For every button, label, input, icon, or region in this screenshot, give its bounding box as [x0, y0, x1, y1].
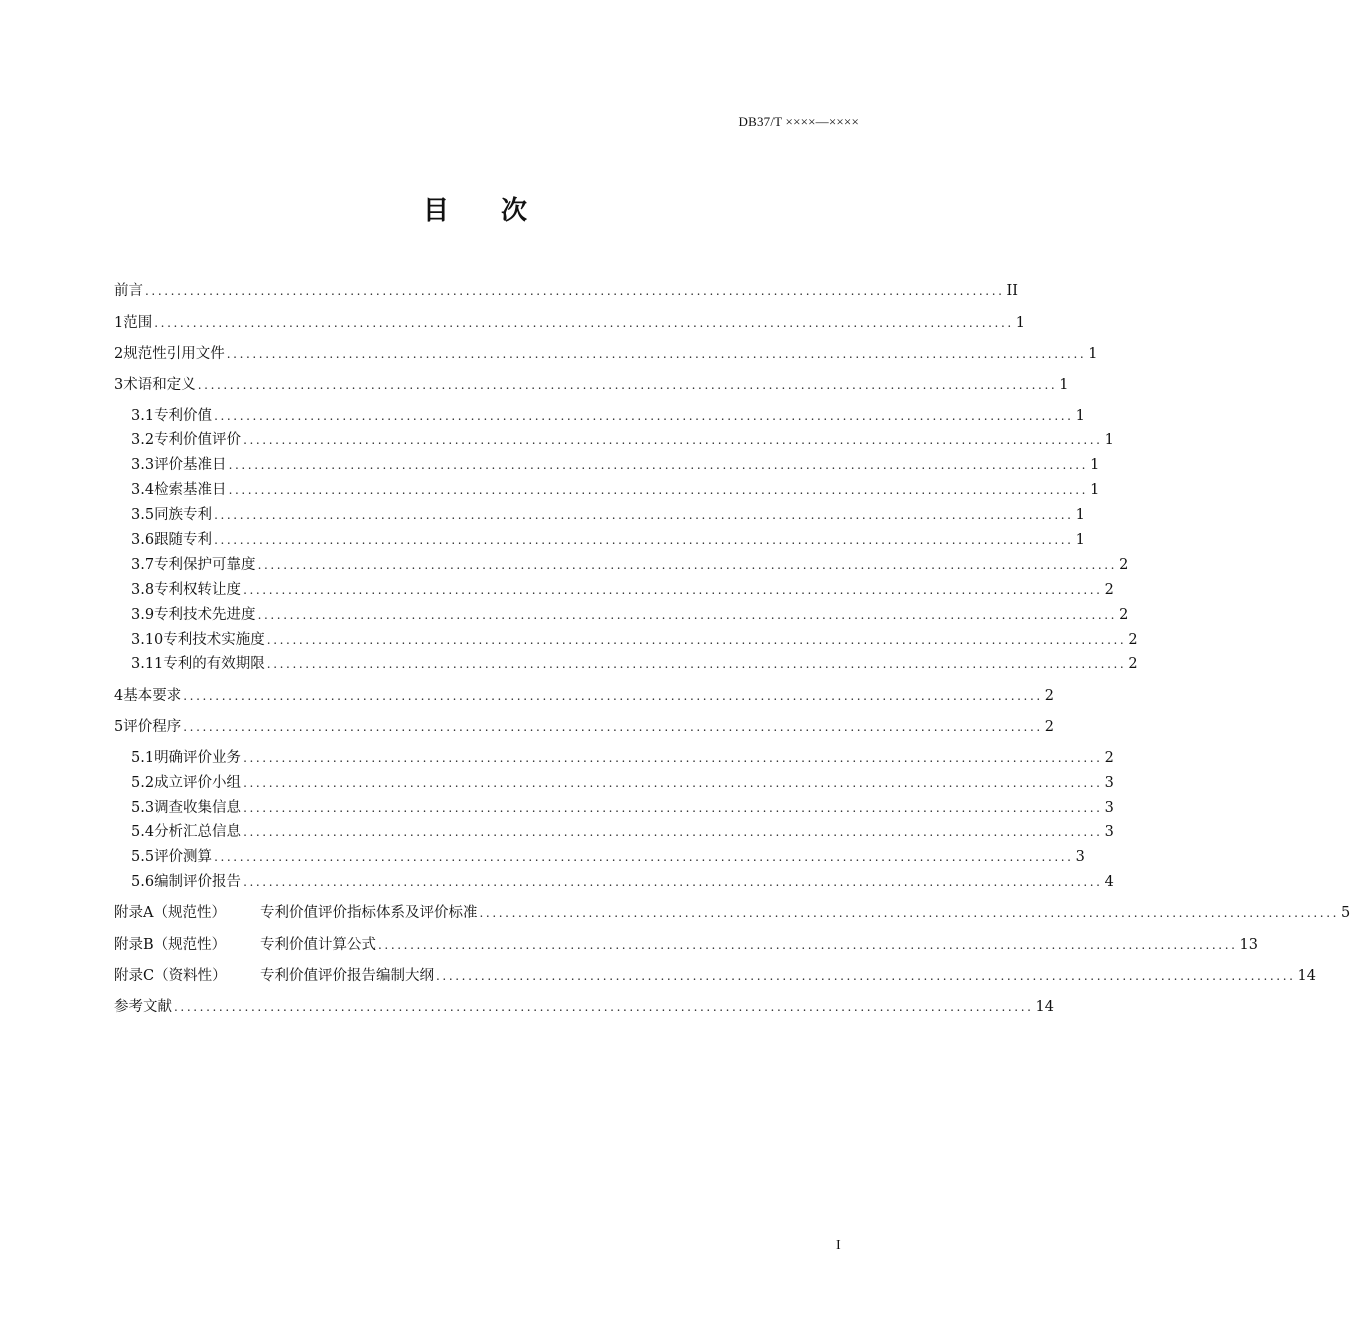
toc-leader: ...................................................................................................................................... [243, 801, 1103, 815]
toc-label: 评价基准日 [154, 457, 227, 473]
appendix-title: 专利价值评价报告编制大纲 [260, 968, 434, 984]
toc-page: 1 [1104, 432, 1114, 448]
toc-label: 规范性引用文件 [123, 346, 225, 362]
toc-entry[interactable] [114, 344, 1098, 364]
toc-entry-appendix-a[interactable] [114, 903, 1350, 923]
toc-number: 5.3 [131, 800, 155, 816]
toc-label: 参考文献 [114, 999, 172, 1015]
toc-page: 3 [1104, 824, 1114, 840]
toc-page: 14 [1297, 968, 1316, 984]
toc-leader: ...................................................................................................................................... [154, 316, 1014, 330]
toc-page: 1 [1059, 377, 1069, 393]
toc-number: 5 [114, 719, 124, 735]
toc-label: 范围 [123, 315, 153, 331]
toc-number: 2 [114, 346, 124, 362]
toc-page: 1 [1088, 346, 1098, 362]
toc-label: 专利技术先进度 [154, 607, 256, 623]
toc-number: 5.1 [131, 750, 155, 766]
toc-page: 1 [1090, 457, 1100, 473]
toc-leader: ...................................................................................................................................... [243, 776, 1103, 790]
toc-subentry[interactable] [131, 654, 1138, 674]
toc-subentry[interactable] [131, 798, 1114, 818]
toc-subentry[interactable] [131, 580, 1114, 600]
toc-subentry[interactable] [131, 872, 1114, 892]
toc-number: 3.9 [131, 607, 155, 623]
toc-entry[interactable] [114, 313, 1026, 333]
toc-leader: ...................................................................................................................................... [257, 558, 1118, 572]
toc-page: 3 [1104, 775, 1114, 791]
toc-page: 2 [1119, 607, 1129, 623]
toc-leader: ...................................................................................................................................... [243, 825, 1103, 839]
toc-label [114, 935, 376, 955]
toc-label: 检索基准日 [154, 482, 227, 498]
toc-leader: ...................................................................................................................................... [243, 583, 1103, 597]
toc-page: 1 [1075, 532, 1085, 548]
appendix-prefix: 附录A（规范性） [114, 905, 226, 921]
document-code: DB37/T ××××—×××× [738, 114, 859, 129]
toc-leader: ...................................................................................................................................... [243, 751, 1103, 765]
title-char-2: 次 [501, 196, 528, 226]
appendix-prefix: 附录B（规范性） [114, 937, 227, 953]
toc-label: 前言 [114, 283, 143, 299]
toc-entry-references[interactable] [114, 997, 1054, 1017]
toc-subentry[interactable] [131, 773, 1114, 793]
appendix-title: 专利价值计算公式 [260, 937, 376, 953]
toc-leader: ...................................................................................................................................... [197, 378, 1058, 392]
toc-subentry[interactable] [131, 630, 1138, 650]
toc-label: 编制评价报告 [154, 874, 242, 890]
toc-label: 调查收集信息 [154, 800, 242, 816]
toc-number: 4 [114, 688, 124, 704]
toc-label: 明确评价业务 [154, 750, 242, 766]
toc-number: 3.7 [131, 557, 155, 573]
toc-leader: ...................................................................................................................................... [174, 1000, 1034, 1014]
toc-leader: ...................................................................................................................................... [145, 284, 1005, 298]
toc-label: 跟随专利 [154, 532, 213, 548]
appendix-title: 专利价值评价指标体系及评价标准 [260, 905, 478, 921]
toc-subentry[interactable] [131, 822, 1114, 842]
toc-page: 2 [1119, 557, 1129, 573]
toc-leader: ...................................................................................................................................... [214, 409, 1074, 423]
toc-subentry[interactable] [131, 748, 1114, 768]
toc-label [114, 966, 434, 986]
toc-leader: ...................................................................................................................................... [214, 850, 1074, 864]
toc-label: 评价程序 [123, 719, 182, 735]
toc-number: 3.2 [131, 432, 155, 448]
toc-label: 专利价值 [154, 408, 213, 424]
toc-leader: ...................................................................................................................................... [266, 633, 1127, 647]
toc-subentry[interactable] [131, 480, 1100, 500]
toc-page: 1 [1090, 482, 1100, 498]
toc-leader: ...................................................................................................................................... [183, 720, 1043, 734]
toc-leader: ...................................................................................................................................... [436, 969, 1296, 983]
toc-subentry[interactable] [131, 847, 1085, 867]
toc-subentry[interactable] [131, 605, 1129, 625]
toc-number: 5.2 [131, 775, 155, 791]
toc-label: 基本要求 [123, 688, 182, 704]
toc-number: 3.3 [131, 457, 155, 473]
toc-page: 5 [1341, 905, 1350, 921]
toc-leader: ...................................................................................................................................... [228, 483, 1089, 497]
toc-entry[interactable] [114, 717, 1055, 737]
toc-label: 术语和定义 [123, 377, 196, 393]
toc-number: 5.4 [131, 824, 155, 840]
toc-number: 1 [114, 315, 124, 331]
toc-label: 专利的有效期限 [163, 656, 265, 672]
page-title [0, 190, 950, 227]
toc-leader: ...................................................................................................................................... [266, 657, 1127, 671]
toc-leader: ...................................................................................................................................... [479, 906, 1340, 920]
toc-page: II [1006, 283, 1019, 299]
toc-number: 3 [114, 377, 124, 393]
title-char-1: 目 [422, 196, 449, 226]
toc-number: 3.5 [131, 507, 155, 523]
toc-label: 专利技术实施度 [163, 632, 265, 648]
toc-page: 3 [1104, 800, 1114, 816]
toc-number: 3.8 [131, 582, 155, 598]
toc-page: 2 [1104, 582, 1114, 598]
toc-leader: ...................................................................................................................................... [257, 608, 1118, 622]
toc-subentry[interactable] [131, 455, 1100, 475]
toc-leader: ...................................................................................................................................... [214, 533, 1074, 547]
toc-page: 2 [1044, 719, 1055, 735]
toc-leader: ...................................................................................................................................... [378, 938, 1238, 952]
toc-page: 2 [1104, 750, 1114, 766]
toc-number: 3.10 [131, 632, 164, 648]
toc-label: 评价测算 [154, 849, 213, 865]
toc-leader: ...................................................................................................................................... [243, 433, 1103, 447]
toc-label: 专利价值评价 [154, 432, 242, 448]
toc-subentry[interactable] [131, 530, 1085, 550]
toc-label: 专利权转让度 [154, 582, 242, 598]
toc-number: 5.5 [131, 849, 155, 865]
toc-page: 4 [1104, 874, 1114, 890]
page-number: I [836, 1238, 841, 1253]
toc-number: 3.4 [131, 482, 155, 498]
toc-leader: ...................................................................................................................................... [228, 458, 1089, 472]
toc-subentry[interactable] [131, 555, 1129, 575]
toc-page: 2 [1128, 632, 1138, 648]
toc-number: 5.6 [131, 874, 155, 890]
toc-page: 2 [1128, 656, 1138, 672]
toc-entry-appendix-c[interactable] [114, 966, 1316, 986]
toc-number: 3.1 [131, 408, 155, 424]
appendix-prefix: 附录C（资料性） [114, 968, 227, 984]
toc-leader: ...................................................................................................................................... [226, 347, 1087, 361]
toc-subentry[interactable] [131, 406, 1085, 426]
toc-leader: ...................................................................................................................................... [243, 875, 1103, 889]
toc-number: 3.6 [131, 532, 155, 548]
toc-label: 成立评价小组 [154, 775, 242, 791]
toc-entry-foreword[interactable] [114, 281, 1019, 301]
toc-page: 3 [1075, 849, 1085, 865]
toc-page: 13 [1239, 937, 1258, 953]
toc-page: 1 [1075, 507, 1085, 523]
toc-page: 2 [1044, 688, 1055, 704]
toc-page: 1 [1015, 315, 1026, 331]
toc-subentry[interactable] [131, 505, 1085, 525]
toc-page: 1 [1075, 408, 1085, 424]
toc-entry[interactable] [114, 375, 1069, 395]
toc-label: 专利保护可靠度 [154, 557, 256, 573]
toc-page: 14 [1035, 999, 1054, 1015]
toc-entry[interactable] [114, 686, 1055, 706]
toc-label: 同族专利 [154, 507, 213, 523]
toc-subentry[interactable] [131, 430, 1114, 450]
toc-entry-appendix-b[interactable] [114, 935, 1258, 955]
toc-leader: ...................................................................................................................................... [214, 508, 1074, 522]
toc-number: 3.11 [131, 656, 164, 672]
toc-label: 分析汇总信息 [154, 824, 242, 840]
toc-leader: ...................................................................................................................................... [183, 689, 1043, 703]
toc-label [114, 903, 478, 923]
